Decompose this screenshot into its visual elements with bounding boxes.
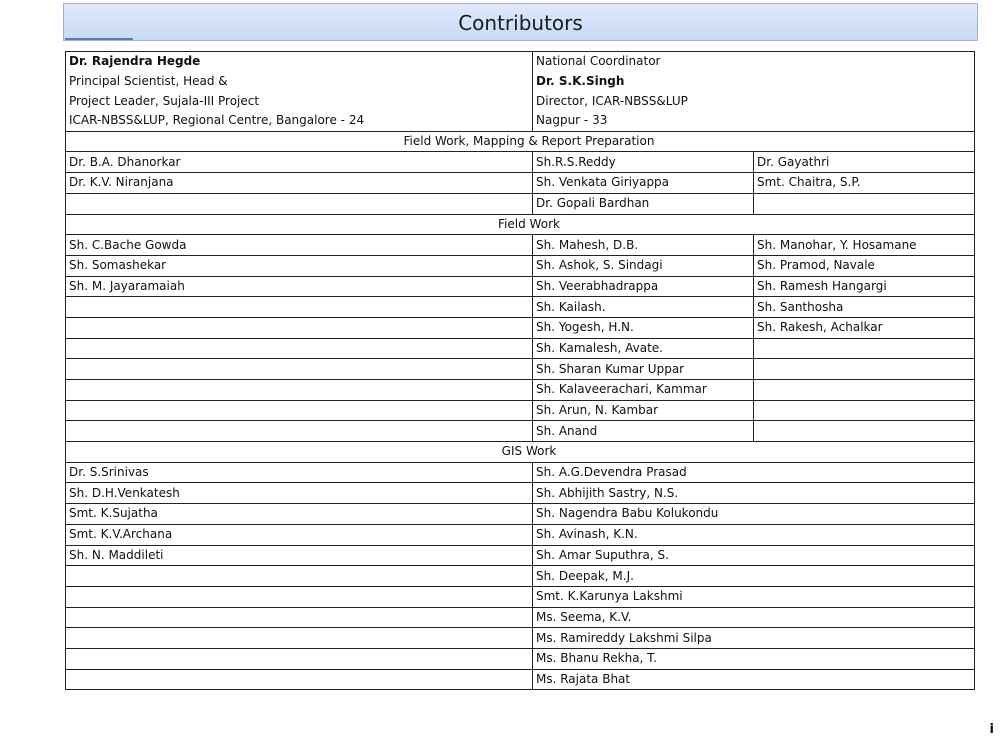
table-row <box>66 193 975 214</box>
table-cell: Sh. Kamalesh, Avate. <box>533 338 754 359</box>
section-title: Field Work, Mapping & Report Preparation <box>403 134 655 149</box>
table-cell <box>66 380 533 401</box>
table-cell <box>66 421 533 442</box>
table-row <box>66 504 975 525</box>
table-row <box>66 380 975 401</box>
table-cell: Smt. Chaitra, S.P. <box>754 173 975 194</box>
table-cell <box>66 317 533 338</box>
table-cell: Sh. Nagendra Babu Kolukondu <box>533 504 975 525</box>
table-cell <box>66 566 533 587</box>
table-row <box>66 586 975 607</box>
table-cell: Smt. K.Karunya Lakshmi <box>533 586 975 607</box>
table-cell: Sh. Venkata Giriyappa <box>533 173 754 194</box>
table-row <box>66 566 975 587</box>
table-row <box>66 545 975 566</box>
table-row <box>66 421 975 442</box>
table-cell <box>66 400 533 421</box>
table-row <box>66 524 975 545</box>
table-cell: Sh. Yogesh, H.N. <box>533 317 754 338</box>
table-cell: Sh. Deepak, M.J. <box>533 566 975 587</box>
table-row <box>66 255 975 276</box>
table-row <box>66 400 975 421</box>
table-cell <box>66 359 533 380</box>
table-row <box>66 297 975 318</box>
table-cell: Sh. Rakesh, Achalkar <box>754 317 975 338</box>
table-cell: Sh. Pramod, Navale <box>754 255 975 276</box>
table-cell <box>754 359 975 380</box>
page-title: Contributors <box>458 11 583 35</box>
table-cell: Sh. Anand <box>533 421 754 442</box>
table-row <box>66 359 975 380</box>
section-title: GIS Work <box>501 444 557 459</box>
table-row <box>66 317 975 338</box>
table-cell: Sh. M. Jayaramaiah <box>66 276 533 297</box>
table-cell: Sh. D.H.Venkatesh <box>66 483 533 504</box>
table-cell: Sh. Manohar, Y. Hosamane <box>754 235 975 256</box>
table-row <box>66 483 975 504</box>
section-title: Field Work <box>498 216 560 231</box>
table-row <box>66 276 975 297</box>
section-header-field-work <box>66 214 975 235</box>
table-row <box>66 235 975 256</box>
table-cell: Sh. Somashekar <box>66 255 533 276</box>
table-cell: Sh. N. Maddileti <box>66 545 533 566</box>
lead-position: Principal Scientist, Head & <box>66 72 533 92</box>
table-row <box>66 648 975 669</box>
table-cell <box>66 648 533 669</box>
table-cell: Sh. Ashok, S. Sindagi <box>533 255 754 276</box>
table-cell <box>66 669 533 690</box>
table-row <box>66 152 975 173</box>
coordinator-name: Dr. S.K.Singh <box>533 72 975 92</box>
table-cell <box>66 628 533 649</box>
table-cell <box>754 400 975 421</box>
table-row <box>66 338 975 359</box>
table-cell: Sh. Kailash. <box>533 297 754 318</box>
table-cell <box>66 297 533 318</box>
lead-institute: ICAR-NBSS&LUP, Regional Centre, Bangalore - 24 <box>66 111 533 131</box>
table-cell <box>66 586 533 607</box>
table-cell <box>66 193 533 214</box>
table-cell <box>66 338 533 359</box>
table-cell <box>754 193 975 214</box>
section-header-field-mapping <box>66 131 975 152</box>
table-cell: Dr. Gopali Bardhan <box>533 193 754 214</box>
table-cell: Ms. Rajata Bhat <box>533 669 975 690</box>
coordinator-title: National Coordinator <box>533 52 975 72</box>
table-cell: Dr. S.Srinivas <box>66 462 533 483</box>
table-cell: Smt. K.Sujatha <box>66 504 533 525</box>
table-cell: Sh. Ramesh Hangargi <box>754 276 975 297</box>
table-cell: Sh. A.G.Devendra Prasad <box>533 462 975 483</box>
table-cell: Ms. Bhanu Rekha, T. <box>533 648 975 669</box>
page-number: i <box>989 722 994 737</box>
table-cell: Dr. Gayathri <box>754 152 975 173</box>
table-cell: Sh.R.S.Reddy <box>533 152 754 173</box>
coordinator-position: Director, ICAR-NBSS&LUP <box>533 91 975 111</box>
table-cell: Smt. K.V.Archana <box>66 524 533 545</box>
table-row <box>66 173 975 194</box>
table-cell: Dr. K.V. Niranjana <box>66 173 533 194</box>
table-cell <box>754 421 975 442</box>
table-cell: Sh. Arun, N. Kambar <box>533 400 754 421</box>
coordinator-location: Nagpur - 33 <box>533 111 975 131</box>
title-bar <box>63 3 978 41</box>
table-cell <box>754 380 975 401</box>
table-cell <box>66 607 533 628</box>
table-cell: Sh. Santhosha <box>754 297 975 318</box>
contributors-table <box>65 51 975 690</box>
lead-role: Project Leader, Sujala-III Project <box>66 91 533 111</box>
table-cell: Sh. Kalaveerachari, Kammar <box>533 380 754 401</box>
table-cell: Sh. Sharan Kumar Uppar <box>533 359 754 380</box>
lead-name: Dr. Rajendra Hegde <box>66 52 533 72</box>
title-underline <box>65 38 133 40</box>
table-cell: Ms. Ramireddy Lakshmi Silpa <box>533 628 975 649</box>
table-cell: Sh. Amar Suputhra, S. <box>533 545 975 566</box>
table-cell: Ms. Seema, K.V. <box>533 607 975 628</box>
table-cell: Sh. C.Bache Gowda <box>66 235 533 256</box>
table-cell: Sh. Avinash, K.N. <box>533 524 975 545</box>
table-cell: Sh. Abhijith Sastry, N.S. <box>533 483 975 504</box>
table-row <box>66 607 975 628</box>
table-row <box>66 628 975 649</box>
table-row <box>66 669 975 690</box>
table-row <box>66 462 975 483</box>
section-header-gis-work <box>66 442 975 463</box>
table-cell: Dr. B.A. Dhanorkar <box>66 152 533 173</box>
table-cell: Sh. Veerabhadrappa <box>533 276 754 297</box>
table-cell <box>754 338 975 359</box>
table-cell: Sh. Mahesh, D.B. <box>533 235 754 256</box>
